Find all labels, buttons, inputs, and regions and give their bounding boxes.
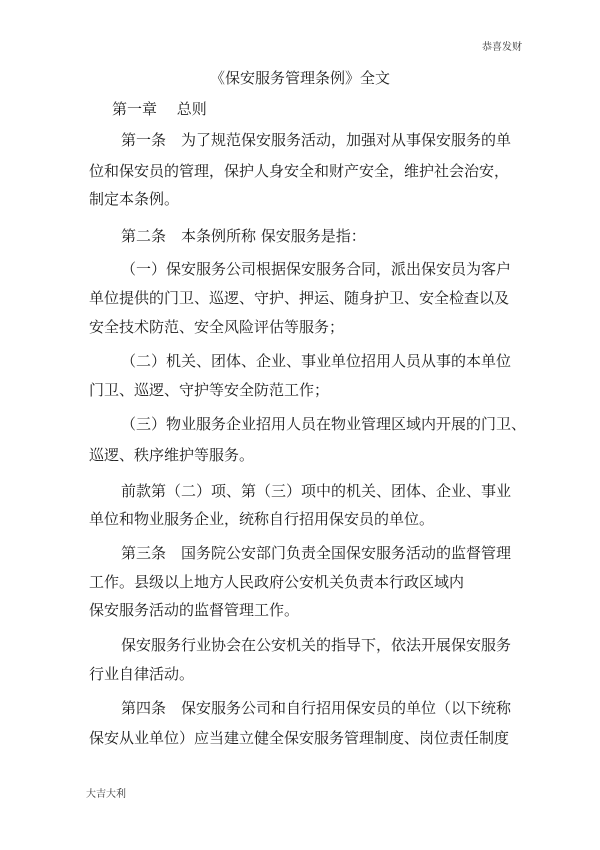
footer-note: 大吉大利 <box>86 789 126 800</box>
text-line: 巡逻、秩序维护等服务。 <box>89 446 255 464</box>
text-line: 第二条 本条例所称 保安服务是指： <box>121 227 366 245</box>
text-line: 第三条 国务院公安部门负责全国保安服务活动的监督管理 <box>121 544 512 562</box>
text-line: 保安服务行业协会在公安机关的指导下，依法开展保安服务 <box>121 636 512 654</box>
text-line: 前款第（二）项、第（三）项中的机关、团体、企业、事业 <box>121 482 512 500</box>
text-line: 保安服务活动的监督管理工作。 <box>89 601 300 619</box>
chapter-heading: 第一章 总则 <box>112 100 207 118</box>
text-line: 位和保安员的管理，保护人身安全和财产安全，维护社会治安， <box>89 162 510 180</box>
text-line: 第四条 保安服务公司和自行招用保安员的单位（以下统称 <box>121 699 512 717</box>
header-note: 恭喜发财 <box>482 42 522 53</box>
text-line: 安全技术防范、安全风险评估等服务； <box>89 318 345 336</box>
text-line: 行业自律活动。 <box>89 665 195 683</box>
text-line: 第一条 为了规范保安服务活动，加强对从事保安服务的单 <box>121 131 512 149</box>
text-line: （三）物业服务企业招用人员在物业管理区域内开展的门卫、 <box>121 415 527 433</box>
text-line: 工作。县级以上地方人民政府公安机关负责本行政区域内 <box>89 573 465 591</box>
text-line: 单位和物业服务企业，统称自行招用保安员的单位。 <box>89 510 435 528</box>
text-line: （二）机关、团体、企业、事业单位招用人员从事的本单位 <box>121 352 512 370</box>
text-line: （一）保安服务公司根据保安服务合同，派出保安员为客户 <box>121 260 512 278</box>
text-line: 单位提供的门卫、巡逻、守护、押运、随身护卫、安全检查以及 <box>89 289 510 307</box>
document-title: 《保安服务管理条例》全文 <box>209 69 390 87</box>
text-line: 保安从业单位）应当建立健全保安服务管理制度、岗位责任制度 <box>89 729 510 747</box>
text-line: 门卫、巡逻、守护等安全防范工作； <box>89 381 330 399</box>
text-line: 制定本条例。 <box>89 190 180 208</box>
